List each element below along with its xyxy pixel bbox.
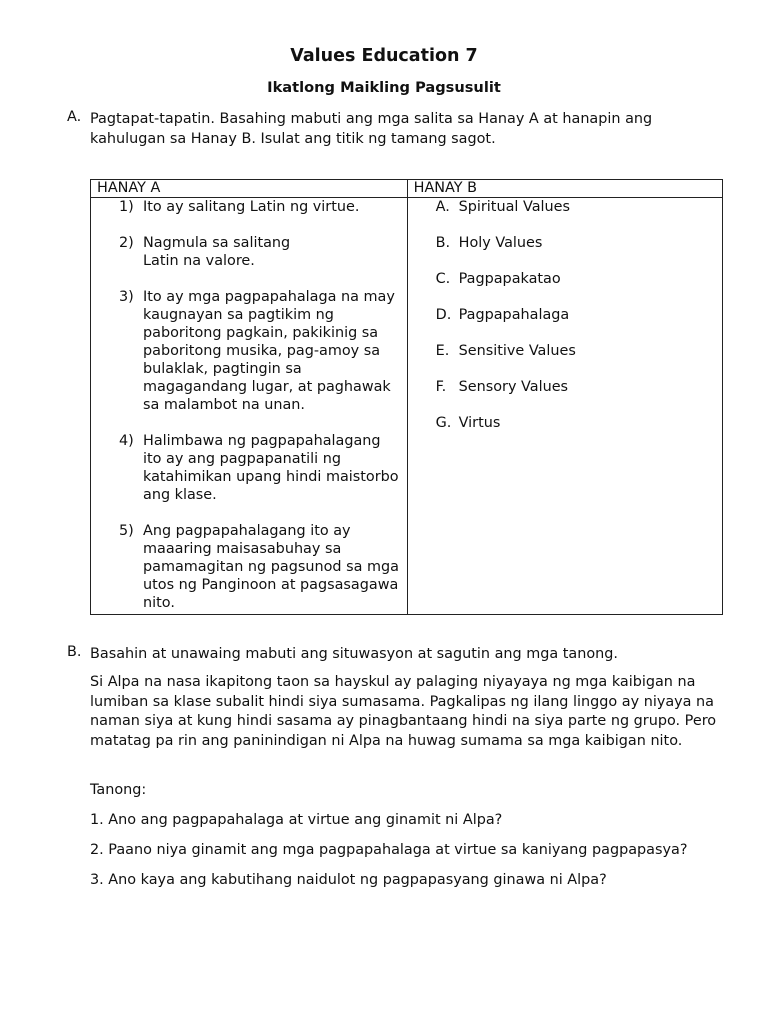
section-b-instructions: Basahin at unawaing mabuti ang situwasyon at sagutin ang mga tanong. [90,646,618,662]
section-a-letter: A. [67,109,82,125]
question-2: 2. Paano niya ginamit ang mga pagpapahalaga at virtue sa kaniyang pagpapasya? [90,842,688,858]
hanay-b-header: HANAY B [407,180,722,198]
question-1: 1. Ano ang pagpapahalaga at virtue ang ginamit ni Alpa? [90,812,503,828]
section-b-letter: B. [67,644,82,660]
hanay-b-item [408,198,722,216]
hanay-b-item [408,342,722,360]
hanay-a-item-number: 3) [119,289,134,305]
hanay-a-item-text: Halimbawa ng pagpapahalagang ito ay ang pagpapanatili ng katahimikan upang hindi maistorbo ang klase. [143,433,399,503]
hanay-a-item-text: Ito ay salitang Latin ng virtue. [143,199,360,215]
hanay-b-item [408,306,722,324]
hanay-b-item-text: Holy Values [458,235,543,251]
hanay-b-item-text: Spiritual Values [458,199,570,215]
hanay-b-item-text: Pagpapakatao [458,271,561,287]
tanong-label: Tanong: [90,782,147,798]
hanay-b-item-letter: E. [435,343,450,359]
scenario-paragraph: Si Alpa na nasa ikapitong taon sa hayskul ay palaging niyayaya ng mga kaibigan na lumiban sa klase subalit hindi siya sumasama. Pagkalipas ng ilang linggo ay niyaya na naman siya at kung hindi sasama ay pinagbantaang hindi na siya parte ng grupo. Pero matatag pa rin ang paninindigan ni Alpa na huwag sumama sa mga kaibigan nito. [90,674,717,749]
matching-table-header-row [91,180,723,198]
hanay-b-item [408,378,722,396]
section-a-instructions: Pagtapat-tapatin. Basahing mabuti ang mga salita sa Hanay A at hanapin ang kahulugan sa Hanay B. Isulat ang titik ng tamang sagot. [90,111,653,147]
hanay-a-header: HANAY A [91,180,408,198]
hanay-a-item-number: 5) [119,523,134,539]
hanay-a-item-text: Nagmula sa salitang Latin na valore. [143,235,291,269]
document-title: Values Education 7 [290,46,478,66]
hanay-b-item-letter: C. [435,271,451,287]
hanay-a-item [91,288,407,414]
hanay-b-item-letter: A. [435,199,450,215]
matching-table-body-row [91,198,723,615]
hanay-a-item [91,432,407,504]
hanay-a-list [91,198,407,612]
hanay-b-item-letter: F. [435,379,447,395]
hanay-b-item-text: Pagpapahalaga [458,307,570,323]
hanay-b-item-letter: G. [435,415,452,431]
matching-table [90,179,723,615]
hanay-b-item [408,414,722,432]
hanay-b-item-text: Sensitive Values [458,343,576,359]
hanay-b-item [408,270,722,288]
hanay-a-item-number: 2) [119,235,134,251]
hanay-b-column [407,198,722,615]
question-3: 3. Ano kaya ang kabutihang naidulot ng pagpapasyang ginawa ni Alpa? [90,872,607,888]
hanay-a-item-number: 4) [119,433,134,449]
hanay-b-item-letter: D. [435,307,452,323]
hanay-a-item [91,234,317,270]
hanay-b-item-text: Virtus [458,415,501,431]
document-subtitle: Ikatlong Maikling Pagsusulit [267,79,501,96]
hanay-b-item [408,234,722,252]
hanay-b-item-text: Sensory Values [458,379,569,395]
hanay-a-item-text: Ang pagpapahalagang ito ay maaaring maisasabuhay sa pamamagitan ng pagsunod sa mga utos ng Panginoon at pagsasagawa nito. [143,523,399,611]
hanay-a-column [91,198,408,615]
hanay-a-item [91,198,407,216]
hanay-a-item-number: 1) [119,199,134,215]
hanay-b-item-letter: B. [435,235,451,251]
hanay-a-item [91,522,407,612]
hanay-a-item-text: Ito ay mga pagpapahalaga na may kaugnayan sa pagtikim ng paboritong pagkain, pakikinig sa paboritong musika, pag-amoy sa bulaklak, pagtingin sa magagandang lugar, at paghawak sa malambot na unan. [143,289,395,413]
